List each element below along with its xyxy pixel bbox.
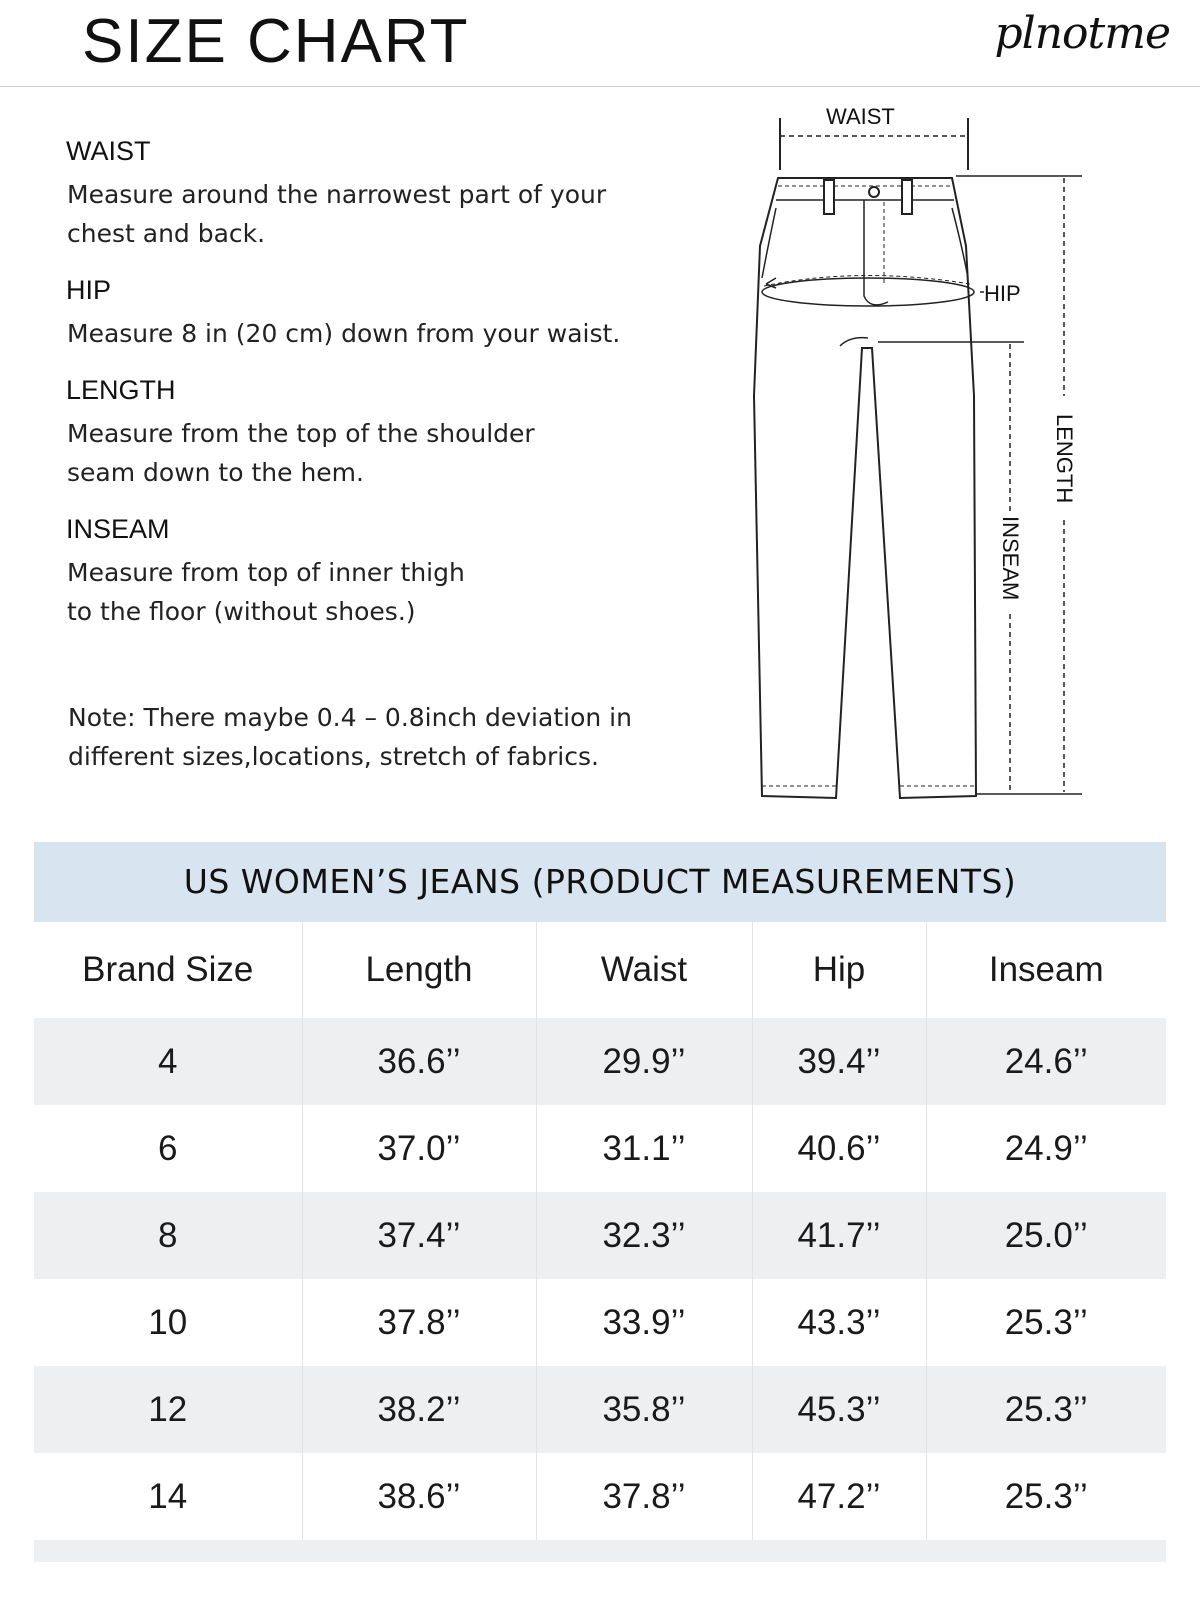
- table-cell: 33.9’’: [536, 1279, 752, 1366]
- table-row: [34, 1018, 1166, 1105]
- table-cell: 6: [34, 1105, 302, 1192]
- table-cell: 8: [34, 1192, 302, 1279]
- table-cell: 25.0’’: [926, 1192, 1166, 1279]
- table-cell: 25.3’’: [926, 1366, 1166, 1453]
- table-cell: 39.4’’: [752, 1018, 926, 1105]
- table-cell: 25.3’’: [926, 1279, 1166, 1366]
- column-header: Hip: [752, 922, 926, 1018]
- size-table-section: [34, 842, 1166, 1562]
- table-cell: 37.4’’: [302, 1192, 536, 1279]
- table-cell: 32.3’’: [536, 1192, 752, 1279]
- table-cell: 14: [34, 1453, 302, 1540]
- table-cell: 40.6’’: [752, 1105, 926, 1192]
- table-cell: 36.6’’: [302, 1018, 536, 1105]
- table-cell: 29.9’’: [536, 1018, 752, 1105]
- definition-length: [66, 375, 726, 492]
- table-cell: 37.8’’: [536, 1453, 752, 1540]
- table-cell: 35.8’’: [536, 1366, 752, 1453]
- table-cell: 25.3’’: [926, 1453, 1166, 1540]
- table-header-row: [34, 922, 1166, 1018]
- page-title: SIZE CHART: [82, 7, 470, 76]
- definition-waist: [66, 136, 726, 253]
- diagram-inseam-label: INSEAM: [998, 516, 1023, 601]
- table-cell: 10: [34, 1279, 302, 1366]
- deviation-note: Note: There maybe 0.4 – 0.8inch deviation in different sizes,locations, stretch of fabrics.: [68, 703, 632, 771]
- size-table: [34, 922, 1166, 1540]
- table-cell: 47.2’’: [752, 1453, 926, 1540]
- table-cell: 12: [34, 1366, 302, 1453]
- definition-term: INSEAM: [66, 514, 170, 544]
- definition-text: Measure around the narrowest part of your chest and back.: [67, 180, 607, 248]
- definition-text: Measure from top of inner thigh to the floor (without shoes.): [67, 558, 465, 626]
- measurement-definitions: [66, 136, 726, 653]
- definition-term: HIP: [66, 275, 112, 305]
- size-table-title: US WOMEN’S JEANS (PRODUCT MEASUREMENTS): [34, 842, 1166, 922]
- table-cell: 4: [34, 1018, 302, 1105]
- column-header: Length: [302, 922, 536, 1018]
- column-header: Inseam: [926, 922, 1166, 1018]
- definition-text: Measure from the top of the shoulder seam down to the hem.: [67, 419, 535, 487]
- definition-hip: [66, 275, 726, 353]
- table-cell: 43.3’’: [752, 1279, 926, 1366]
- table-cell: 41.7’’: [752, 1192, 926, 1279]
- table-cell: 38.2’’: [302, 1366, 536, 1453]
- table-row: [34, 1192, 1166, 1279]
- column-header: Waist: [536, 922, 752, 1018]
- diagram-waist-label: WAIST: [826, 104, 895, 129]
- header: [0, 0, 1200, 87]
- definition-term: LENGTH: [66, 375, 176, 405]
- column-header: Brand Size: [82, 950, 254, 989]
- table-cell: 45.3’’: [752, 1366, 926, 1453]
- table-cell: 38.6’’: [302, 1453, 536, 1540]
- table-cell: 24.9’’: [926, 1105, 1166, 1192]
- definition-inseam: [66, 514, 726, 631]
- diagram-length-label: LENGTH: [1052, 414, 1077, 504]
- table-row: [34, 1366, 1166, 1453]
- table-cell: 37.8’’: [302, 1279, 536, 1366]
- jeans-diagram: [740, 96, 1180, 816]
- table-cell: 31.1’’: [536, 1105, 752, 1192]
- definition-text: Measure 8 in (20 cm) down from your waist.: [67, 319, 621, 348]
- brand-logo: plnotme: [994, 8, 1170, 59]
- table-row: [34, 1279, 1166, 1366]
- table-row: [34, 1453, 1166, 1540]
- table-cell: 37.0’’: [302, 1105, 536, 1192]
- table-cell: 24.6’’: [926, 1018, 1166, 1105]
- diagram-hip-label: HIP: [984, 281, 1021, 306]
- table-next-row-edge: [34, 1540, 1166, 1562]
- table-row: [34, 1105, 1166, 1192]
- definition-term: WAIST: [66, 136, 151, 166]
